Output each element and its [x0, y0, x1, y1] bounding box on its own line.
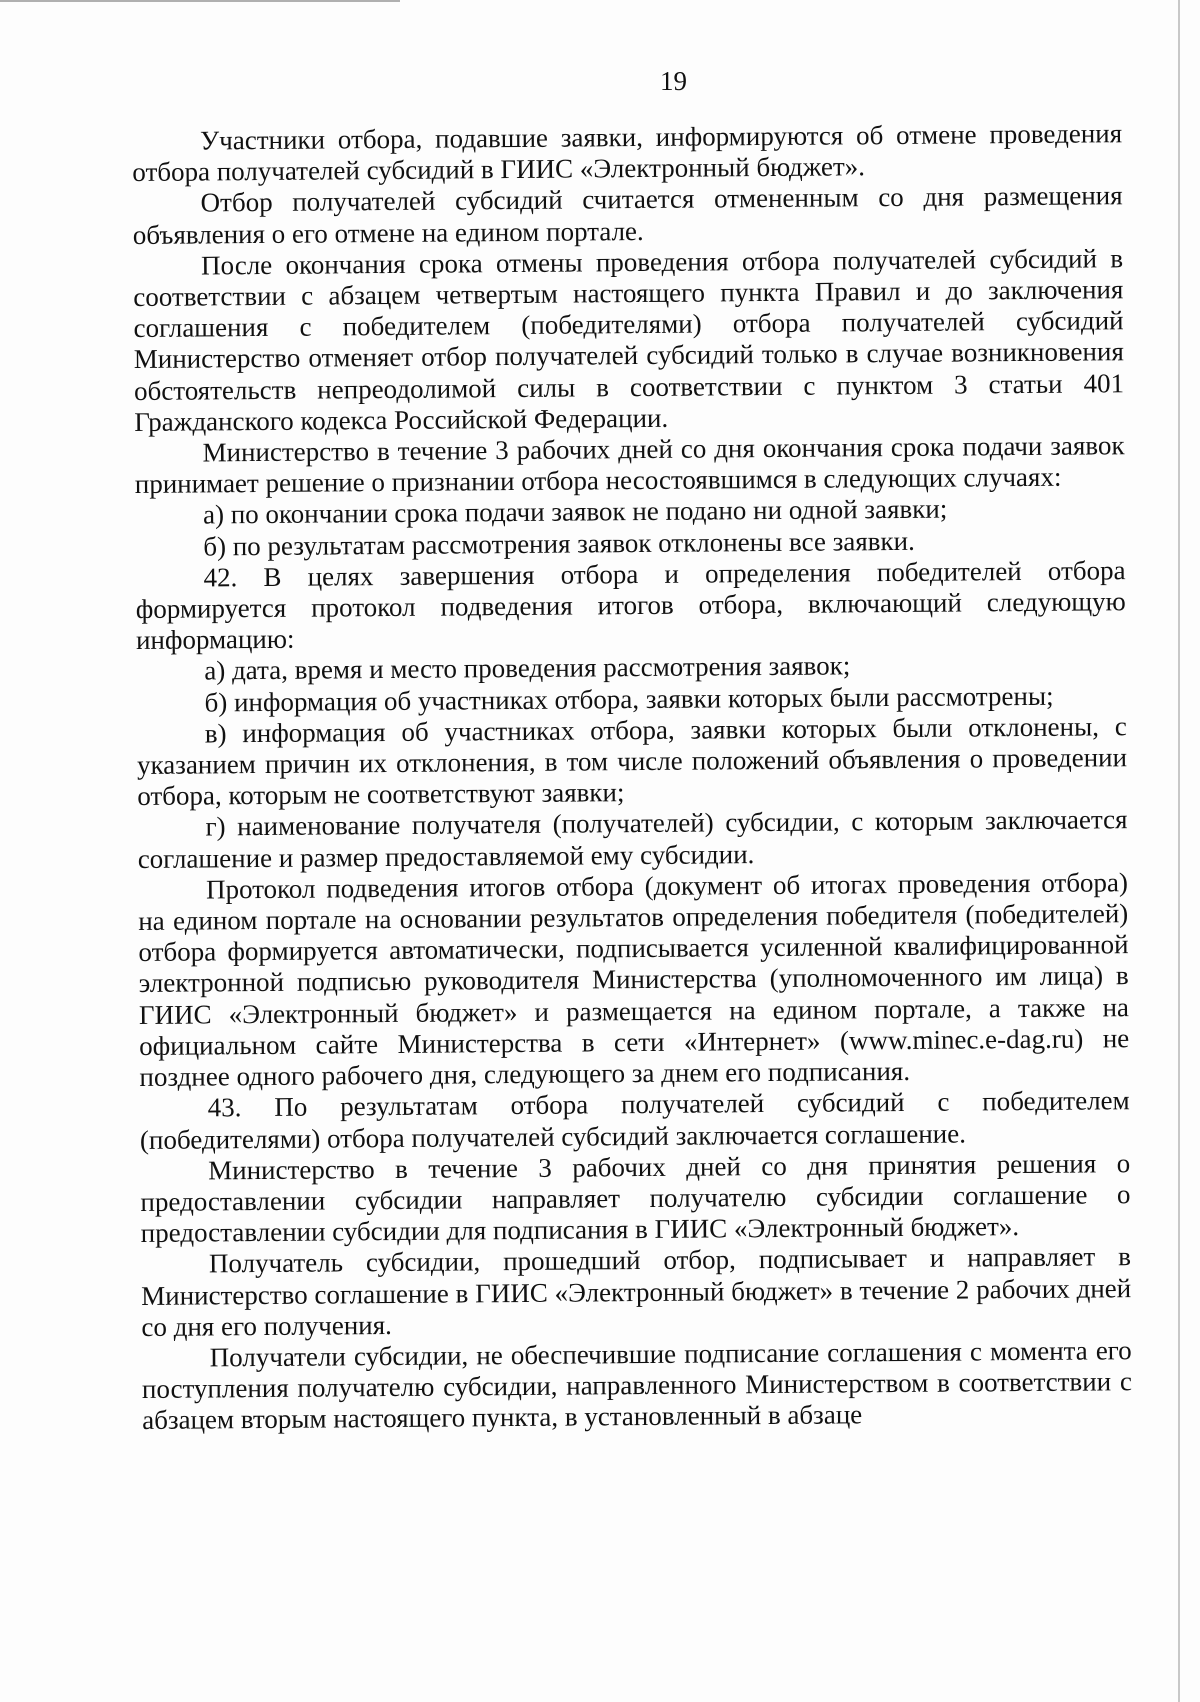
paragraph: Получатели субсидии, не обеспечившие подписание соглашения с момента его поступления получателю субсидии, направленного Министерством в соответствии с абзацем вторым настоящего пункта, в установленный в абзаце — [141, 1335, 1133, 1436]
paragraph: Участники отбора, подавшие заявки, информируются об отмене проведения отбора получателей субсидий в ГИИС «Электронный бюджет». — [132, 118, 1123, 188]
paragraph: б) по результатам рассмотрения заявок отклонены все заявки. — [203, 525, 915, 562]
paragraph: Отбор получателей субсидий считается отмененным со дня размещения объявления о его отмене на едином портале. — [132, 180, 1123, 250]
paragraph: Министерство в течение 3 рабочих дней со дня окончания срока подачи заявок принимает решение о признании отбора несостоявшимся в следующих случаях: — [134, 430, 1125, 500]
paragraph: После окончания срока отмены проведения отбора получателей субсидий в соответствии с абзацем четвертым настоящего пункта Правил и до заключения соглашения с победителем (победителями) отбора получателей субсидий Министерство отменяет отбор получателей субсидий только в случае возникновения обстоятельств непреодолимой силы в соответствии с пунктом 3 статьи 401 Гражданского кодекса Российской Федерации. — [133, 243, 1125, 437]
paragraph: г) наименование получателя (получателей) субсидии, с которым заключается соглашение и размер предоставляемой ему субсидии. — [137, 804, 1128, 874]
paragraph: 42. В целях завершения отбора и определения победителей отбора формируется протокол подведения итогов отбора, включающий следующую информацию: — [135, 555, 1126, 656]
paragraph: а) дата, время и место проведения рассмотрения заявок; — [204, 650, 851, 686]
page-number: 19 — [660, 66, 687, 96]
scan-edge-top — [0, 0, 400, 2]
paragraph: Протокол подведения итогов отбора (документ об итогах проведения отбора) на едином портале на основании результатов определения победителя (победителей) отбора формируется автоматически, подписывается усиленной квалифицированной электронной подписью руководителя Министерства (уполномоченного им лица) в ГИИС «Электронный бюджет» и размещается на едином портале, а также на официальном сайте Министерства в сети «Интернет» (www.minec.e-dag.ru) не позднее одного рабочего дня, следующего за днем его подписания. — [138, 867, 1130, 1093]
scan-edge-right — [1178, 0, 1180, 1702]
body-text — [132, 118, 1132, 1436]
paragraph: Получатель субсидии, прошедший отбор, подписывает и направляет в Министерство соглашение в ГИИС «Электронный бюджет» в течение 2 рабочих дней со дня его получения. — [141, 1241, 1132, 1342]
paragraph: а) по окончании срока подачи заявок не подано ни одной заявки; — [202, 494, 948, 530]
paragraph: 43. По результатам отбора получателей субсидий с победителем (победителями) отбора получателей субсидий заключается соглашение. — [139, 1085, 1130, 1155]
paragraph: б) информация об участниках отбора, заявки которых были рассмотрены; — [204, 680, 1054, 718]
paragraph: в) информация об участниках отбора, заявки которых были отклонены, с указанием причин их отклонения, в том числе положений объявления о проведении отбора, которым не соответствуют заявки; — [136, 711, 1128, 812]
paragraph: Министерство в течение 3 рабочих дней со дня принятия решения о предоставлении субсидии направляет получателю субсидии соглашение о предоставлении субсидии для подписания в ГИИС «Электронный бюджет». — [140, 1147, 1131, 1249]
